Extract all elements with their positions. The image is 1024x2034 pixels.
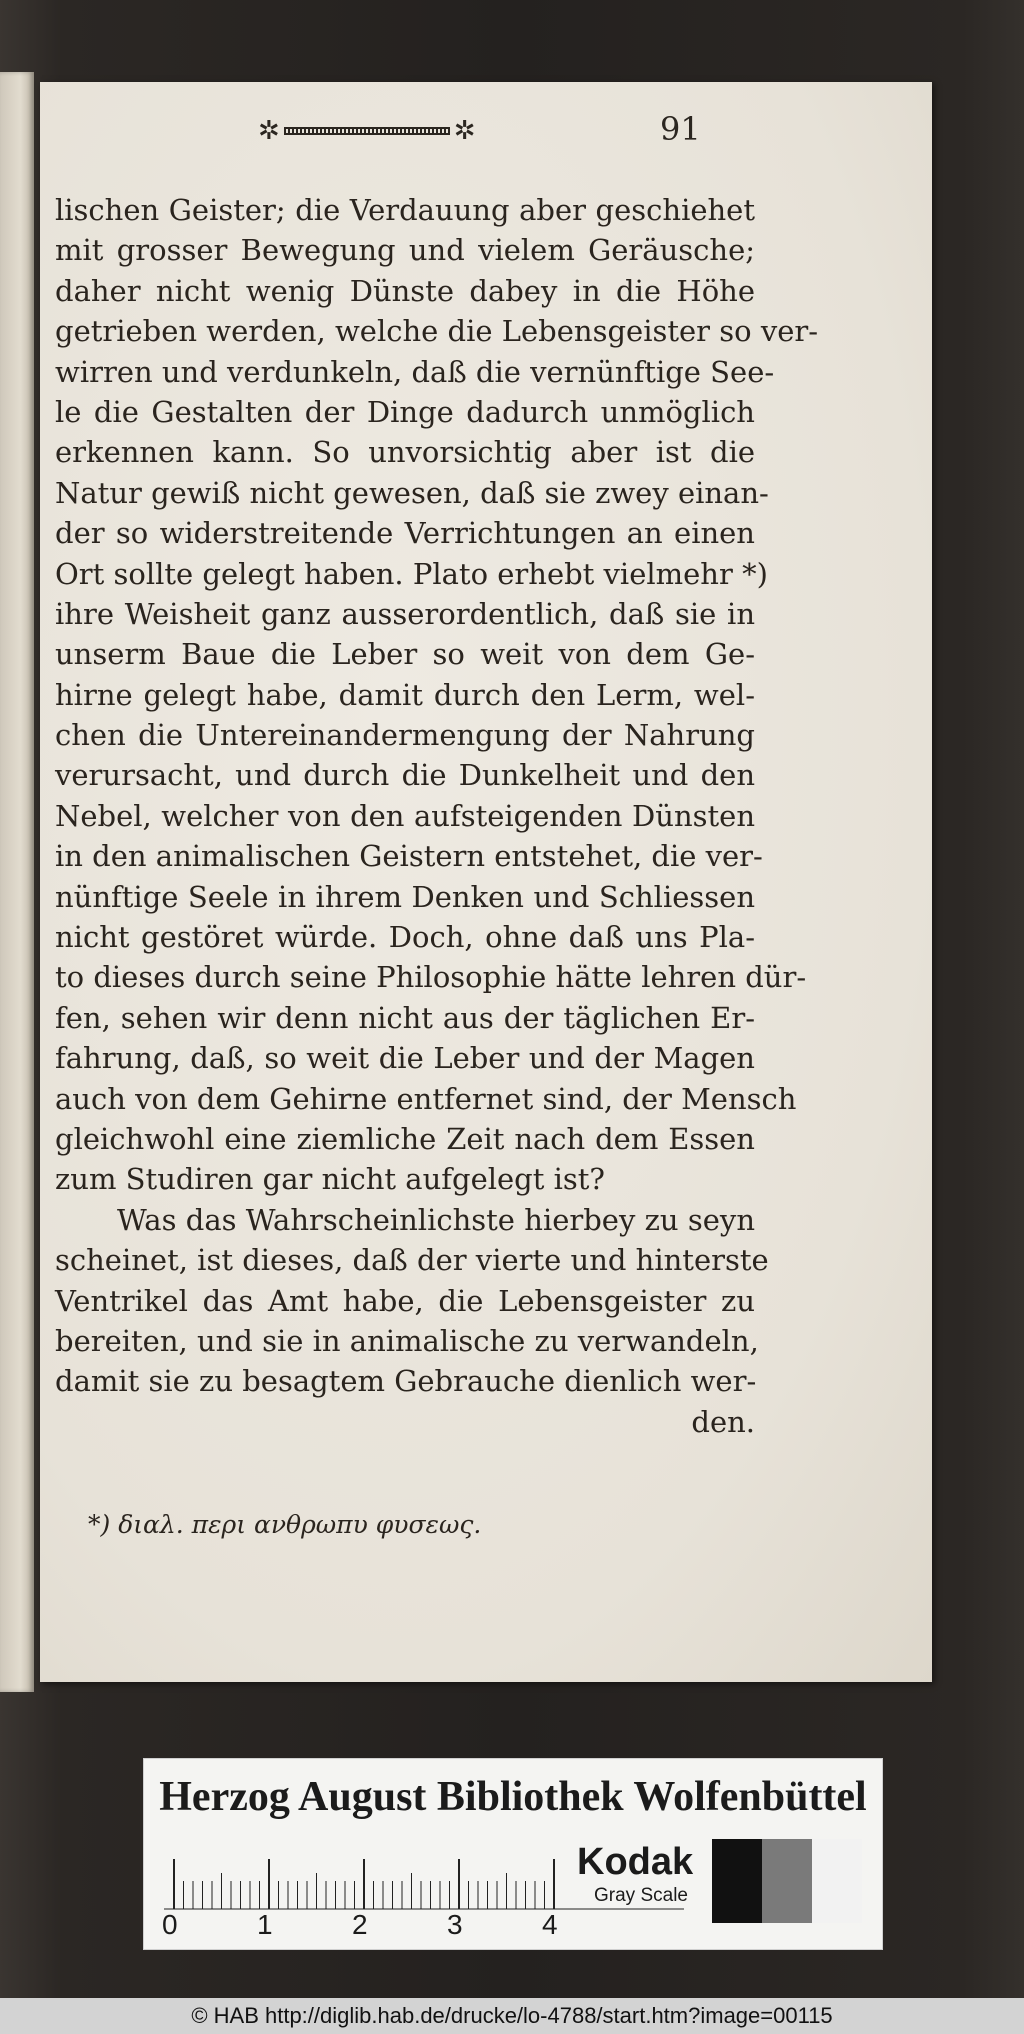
ruler-number: 3 (447, 1909, 463, 1940)
copyright-footer[interactable]: © HAB http://diglib.hab.de/drucke/lo-4788/start.htm?image=00115 (0, 1998, 1024, 2034)
text-line: der so widerstreitende Verrichtungen an einen (55, 516, 755, 551)
ruler-numbers (162, 1909, 682, 1941)
text-line: zum Studiren gar nicht aufgelegt ist? (55, 1162, 605, 1197)
ruler-number: 0 (162, 1909, 178, 1940)
page-number: 91 (660, 110, 701, 148)
text-line: nicht gestöret würde. Doch, ohne daß uns Pla- (55, 920, 755, 955)
text-line: den. (691, 1404, 755, 1439)
library-color-card (143, 1758, 883, 1950)
text-line: daher nicht wenig Dünste dabey in die Höhe (55, 273, 755, 308)
body-text (55, 190, 819, 1442)
text-line: Ort sollte gelegt haben. Plato erhebt vielmehr *) (55, 556, 768, 591)
text-line: gleichwohl eine ziemliche Zeit nach dem Essen (55, 1121, 755, 1156)
text-line: wirren und verdunkeln, daß die vernünftige See- (55, 354, 775, 389)
gray-swatches (712, 1839, 862, 1923)
gray-swatch (762, 1839, 812, 1923)
text-line: verursacht, und durch die Dunkelheit und den (55, 758, 755, 793)
text-line: nünftige Seele in ihrem Denken und Schliessen (55, 879, 755, 914)
text-line: erkennen kann. So unvorsichtig aber ist die (55, 435, 755, 470)
gray-swatch (812, 1839, 862, 1923)
text-line: unserm Baue die Leber so weit von dem Ge- (55, 637, 755, 672)
text-line: to dieses durch seine Philosophie hätte lehren dür- (55, 960, 807, 995)
ornament-star-icon: ✲ (258, 116, 280, 146)
text-line: mit grosser Bewegung und vielem Geräusche; (55, 233, 755, 268)
text-line: chen die Untereinandermengung der Nahrung (55, 718, 755, 753)
text-line: Ventrikel das Amt habe, die Lebensgeister zu (55, 1283, 755, 1318)
ruler-number: 4 (542, 1909, 558, 1940)
gray-scale-label: Gray Scale (594, 1885, 688, 1906)
text-line: auch von dem Gehirne entfernet sind, der Mensch (55, 1081, 797, 1116)
text-line: hirne gelegt habe, damit durch den Lerm, wel- (55, 677, 755, 712)
text-line: damit sie zu besagtem Gebrauche dienlich wer- (55, 1364, 757, 1399)
text-line: Nebel, welcher von den aufsteigenden Dünsten (55, 798, 755, 833)
kodak-brand: Kodak (577, 1841, 694, 1883)
text-line: bereiten, und sie in animalische zu verwandeln, (55, 1323, 759, 1358)
text-line: getrieben werden, welche die Lebensgeister so ver- (55, 314, 819, 349)
ornament-star-icon: ✲ (453, 116, 476, 146)
text-line: Was das Wahrscheinlichste hierbey zu seyn (117, 1202, 755, 1237)
ornament-rule (284, 127, 450, 135)
text-line: lischen Geister; die Verdauung aber geschiehet (55, 193, 755, 227)
text-line: fen, sehen wir denn nicht aus der täglichen Er- (55, 1000, 755, 1035)
header-ornament (258, 118, 476, 144)
text-line: scheinet, ist dieses, daß der vierte und hinterste (55, 1243, 769, 1278)
library-name: Herzog August Bibliothek Wolfenbüttel (159, 1774, 867, 1820)
previous-page-edge (0, 72, 34, 1692)
text-line: fahrung, daß, so weit die Leber und der Magen (55, 1041, 755, 1076)
text-line: in den animalischen Geistern entstehet, die ver- (55, 839, 763, 874)
ruler-number: 2 (352, 1909, 368, 1940)
footnote: *) διαλ. περι ανθρωπυ φυσεως. (88, 1510, 482, 1539)
text-line: ihre Weisheit ganz ausserordentlich, daß sie in (55, 596, 755, 631)
gray-swatch (712, 1839, 762, 1923)
ruler-number: 1 (257, 1909, 273, 1940)
text-line: le die Gestalten der Dinge dadurch unmöglich (55, 394, 755, 429)
text-line: Natur gewiß nicht gewesen, daß sie zwey einan- (55, 475, 769, 510)
